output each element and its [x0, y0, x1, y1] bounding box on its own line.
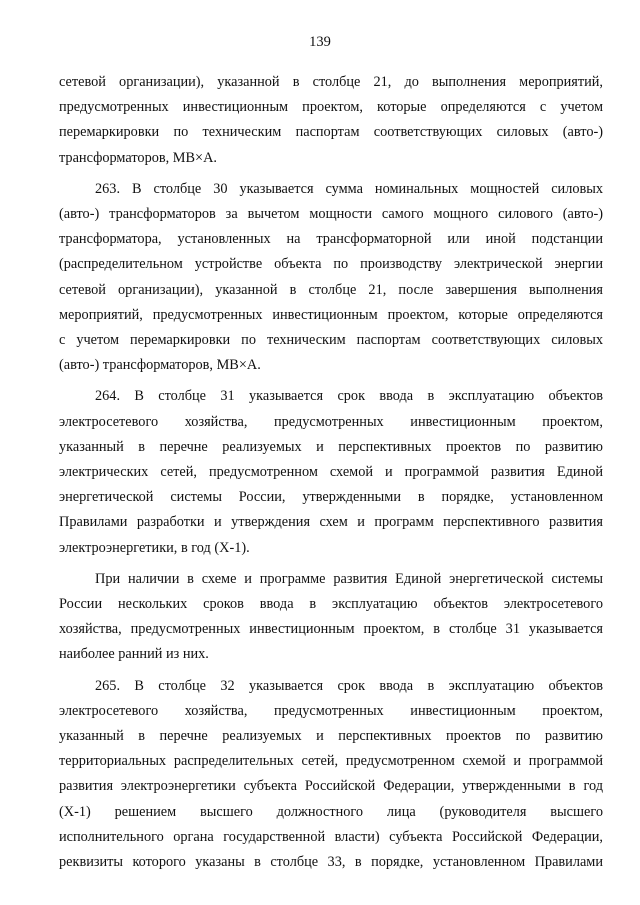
text-line: сетевой организации), указанной в столбце 21, до выполнения мероприятий, — [59, 74, 603, 90]
text-line: исполнительного органа государственной власти) субъекта Российской Федерации, — [59, 828, 603, 845]
text-line: сетевой организации), указанной в столбце 21, после завершения выполнения — [59, 281, 603, 298]
paragraph — [59, 567, 603, 668]
text-line: 263. В столбце 30 указывается сумма номинальных мощностей силовых — [95, 180, 603, 197]
page-number: 139 — [309, 34, 331, 50]
text-line: (авто-) трансформаторов за вычетом мощности самого мощного силового (авто-) — [59, 206, 603, 223]
text-line: хозяйства, предусмотренных инвестиционным проектом, в столбце 31 указывается — [59, 621, 603, 638]
text-line: указанный в перечне реализуемых и перспективных проектов по развитию — [59, 728, 603, 745]
text-line: электрических сетей, предусмотренном схемой и программой развития Единой — [59, 464, 603, 481]
text-line: наиболее ранний из них. — [59, 646, 209, 663]
paragraph — [59, 70, 603, 171]
text-line: указанный в перечне реализуемых и перспективных проектов по развитию — [59, 438, 603, 455]
text-line: энергетической системы России, утвержденными в порядке, установленном — [59, 489, 603, 506]
text-line: с учетом перемаркировки по техническим паспортам соответствующих силовых — [59, 332, 603, 349]
text-line: России нескольких сроков ввода в эксплуатацию объектов электросетевого — [59, 596, 603, 613]
text-line: электроэнергетики, в год (Х-1). — [59, 539, 250, 556]
text-line: предусмотренных инвестиционным проектом, которые определяются с учетом — [59, 99, 603, 116]
text-line: мероприятий, предусмотренных инвестиционным проектом, которые определяются — [59, 306, 603, 323]
paragraph — [59, 674, 603, 876]
text-line: При наличии в схеме и программе развития Единой энергетической системы — [95, 570, 603, 587]
document-body — [59, 70, 603, 875]
paragraph — [59, 177, 603, 379]
text-line: Правилами разработки и утверждения схем и программ перспективного развития — [59, 514, 603, 531]
text-line: электросетевого хозяйства, предусмотренных инвестиционным проектом, — [59, 702, 603, 719]
text-line: (распределительном устройстве объекта по производству электрической энергии — [59, 256, 603, 273]
text-line: перемаркировки по техническим паспортам соответствующих силовых (авто-) — [59, 124, 603, 141]
text-line: 264. В столбце 31 указывается срок ввода в эксплуатацию объектов — [95, 388, 603, 405]
text-line: электросетевого хозяйства, предусмотренных инвестиционным проектом, — [59, 413, 603, 430]
text-line: реквизиты которого указаны в столбце 33, в порядке, установленном Правилами — [59, 854, 603, 871]
text-line: 265. В столбце 32 указывается срок ввода в эксплуатацию объектов — [95, 677, 603, 694]
text-line: (авто-) трансформаторов, МВ×А. — [59, 357, 261, 374]
text-line: трансформаторов, МВ×А. — [59, 149, 217, 166]
text-line: трансформатора, установленных на трансформаторной или иной подстанции — [59, 231, 603, 248]
text-line: территориальных распределительных сетей, предусмотренном схемой и программой — [59, 753, 603, 770]
text-line: (Х-1) решением высшего должностного лица (руководителя высшего — [59, 803, 603, 820]
text-line: развития электроэнергетики субъекта Российской Федерации, утвержденными в год — [59, 778, 603, 795]
paragraph — [59, 384, 603, 560]
